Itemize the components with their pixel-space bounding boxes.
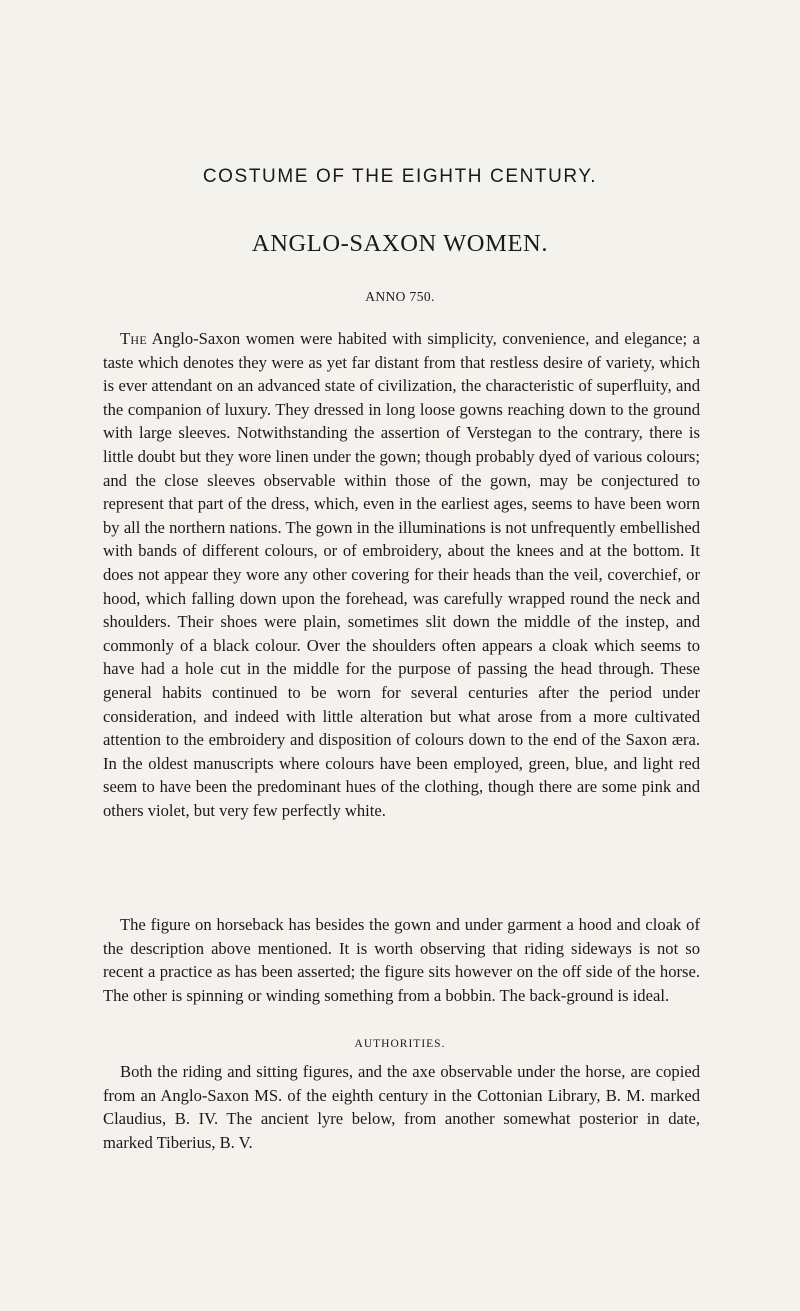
authorities-heading: AUTHORITIES. [354,1038,446,1050]
date-line: ANNO 750. [365,289,435,304]
page-title: ANGLO-SAXON WOMEN. [251,230,549,257]
lead-word: The [120,329,148,348]
paragraph-description [103,327,700,822]
paragraph-figures: The figure on horseback has besides the gown and under garment a hood and cloak of the description above mentioned. It is worth observing that riding sideways is not so recent a practice as has been asserted; the figure sits however on the off side of the horse. The other is spinning or winding something from a bobbin. The back-ground is ideal. [103,915,700,1005]
paragraph-description-text: Anglo-Saxon women were habited with simplicity, convenience, and elegance; a taste which denotes they were as yet far distant from that restless desire of variety, which is ever attendant on an advanced state of civilization, the characteristic of superfluity, and the companion of luxury. They dressed in long loose gowns reaching down to the ground with large sleeves. Notwithstanding the assertion of Verstegan to the contrary, there is little doubt but they wore linen under the gown; though probably dyed of various colours; and the close sleeves observable within those of the gown, may be conjectured to represent that part of the dress, which, even in the earliest ages, seems to have been worn by all the northern nations. The gown in the illuminations is not unfrequently embellished with bands of different colours, or of embroidery, about the knees and at the bottom. It does not appear they wore any other covering for their heads than the veil, coverchief, or hood, which falling down upon the forehead, was carefully wrapped round the neck and shoulders. Their shoes were plain, sometimes slit down the middle of the instep, and commonly of a black colour. Over the shoulders often appears a cloak which seems to have had a hole cut in the middle for the purpose of passing the head through. These general habits continued to be worn for several centuries after the period under consideration, and indeed with little alteration but what arose from a more cultivated attention to the embroidery and disposition of colours down to the end of the Saxon æra. In the oldest manuscripts where colours have been employed, green, blue, and light red seem to have been the predominant hues of the clothing, though there are some pink and others violet, but very few perfectly white. [103,329,700,820]
running-title: COSTUME OF THE EIGHTH CENTURY. [202,166,598,187]
paragraph-authorities: Both the riding and sitting figures, and the axe observable under the horse, are copied from an Anglo-Saxon MS. of the eighth century in the Cottonian Library, B. M. marked Claudius, B. IV. The ancient lyre below, from another somewhat posterior in date, marked Tiberius, B. V. [103,1062,700,1152]
